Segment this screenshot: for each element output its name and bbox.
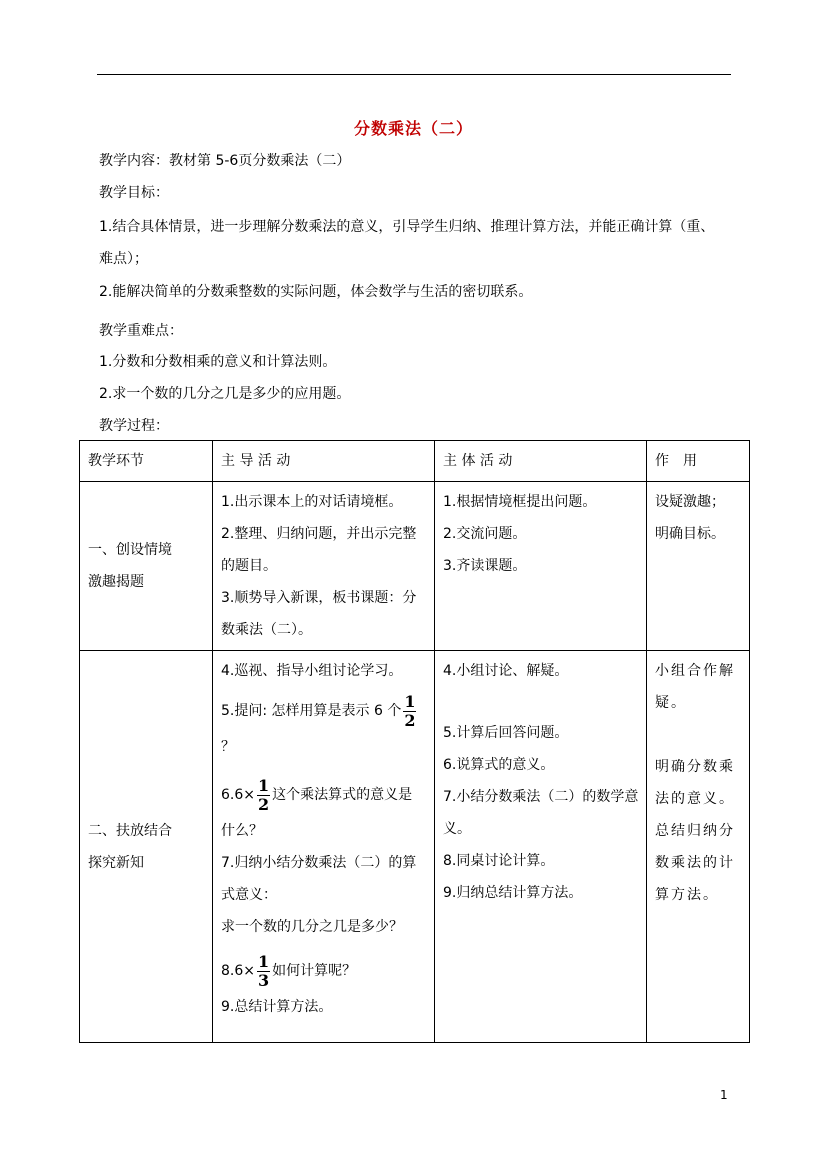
subject-item: 2.交流问题。	[443, 526, 527, 542]
fraction-one-half: $\frac{1}{2}$	[258, 775, 270, 814]
lead-item: 1.出示课本上的对话请境框。	[221, 494, 403, 510]
goal-1-line-a: 1.结合具体情景，进一步理解分数乘法的意义，引导学生归纳、推理计算方法，并能正确计算（重、	[99, 219, 715, 235]
lead-6-text: 6.6×	[221, 787, 255, 803]
subject-item: 义。	[443, 821, 471, 837]
fraction-one-third: $\frac{1}{3}$	[258, 951, 270, 990]
subject-item: 8.同桌讨论计算。	[443, 853, 555, 869]
role-item: 明确分数乘	[655, 759, 735, 775]
subject-item: 9.归纳总结计算方法。	[443, 885, 583, 901]
lead-item: 8.6× $\frac{1}{3}$ 如何计算呢？	[221, 951, 357, 990]
header-lead-activity: 主 导 活 动	[213, 441, 435, 482]
lead-item: 7.归纳小结分数乘法（二）的算	[221, 855, 417, 871]
lead-item: 6.6× $\frac{1}{2}$ 这个乘法算式的意义是	[221, 775, 413, 814]
key-point-2: 2.求一个数的几分之几是多少的应用题。	[99, 386, 351, 402]
lead-item: 式意义：	[221, 887, 277, 903]
lead-item: 9.总结计算方法。	[221, 999, 333, 1015]
fraction-one-half: $\frac{1}{2}$	[404, 691, 416, 730]
role-cell	[647, 651, 750, 1043]
page-number: 1	[720, 1088, 728, 1102]
key-points-label: 教学重难点：	[99, 323, 183, 339]
key-point-1: 1.分数和分数相乘的意义和计算法则。	[99, 354, 337, 370]
role-item: 设疑激趣；	[655, 494, 725, 510]
subject-activity-cell	[435, 482, 647, 651]
lead-item: 5.提问: 怎样用算是表示 6 个 $\frac{1}{2}$ ？	[221, 691, 416, 755]
lead-item: 什么？	[221, 823, 263, 839]
stage-line: 探究新知	[88, 854, 144, 871]
header-role: 作 用	[647, 441, 750, 482]
subject-item: 1.根据情境框提出问题。	[443, 494, 597, 510]
lead-item: 2.整理、归纳问题，并出示完整	[221, 526, 417, 542]
page-title: 分数乘法（二）	[353, 119, 473, 138]
subject-item: 5.计算后回答问题。	[443, 725, 569, 741]
role-item: 算方法。	[655, 887, 719, 903]
lead-item: 3.顺势导入新课，板书课题：分	[221, 590, 417, 606]
teaching-content: 教学内容：教材第 5-6页分数乘法（二）	[99, 153, 351, 169]
role-cell	[647, 482, 750, 651]
goals-label: 教学目标：	[99, 185, 169, 201]
lead-item: 的题目。	[221, 558, 277, 574]
role-item: 疑。	[655, 695, 687, 711]
stage-line: 二、扶放结合	[88, 822, 172, 839]
role-item: 明确目标。	[655, 526, 725, 542]
goal-2: 2.能解决简单的分数乘整数的实际问题，体会数学与生活的密切联系。	[99, 284, 533, 300]
table-row	[80, 482, 750, 651]
role-item: 总结归纳分	[655, 823, 735, 839]
header-rule	[97, 74, 731, 75]
subject-item: 4.小组讨论、解疑。	[443, 663, 569, 679]
lead-item: 4.巡视、指导小组讨论学习。	[221, 663, 403, 679]
lead-activity-cell	[213, 651, 435, 1043]
goal-1-line-b: 难点）；	[99, 251, 148, 267]
header-subject-activity: 主 体 活 动	[435, 441, 647, 482]
lead-5-text: 5.提问: 怎样用算是表示 6 个	[221, 703, 402, 719]
role-item: 法的意义。	[655, 791, 735, 807]
lead-8-text: 8.6×	[221, 963, 255, 979]
process-label: 教学过程：	[99, 418, 169, 434]
stage-cell	[80, 482, 213, 651]
teaching-process-table	[79, 440, 750, 1043]
subject-item: 3.齐读课题。	[443, 558, 527, 574]
subject-item: 7.小结分数乘法（二）的数学意	[443, 789, 639, 805]
lead-item: 求一个数的几分之几是多少？	[221, 919, 403, 935]
subject-item: 6.说算式的意义。	[443, 757, 555, 773]
role-item: 小组合作解	[655, 663, 735, 679]
lead-activity-cell	[213, 482, 435, 651]
subject-activity-cell	[435, 651, 647, 1043]
role-item: 数乘法的计	[655, 855, 735, 871]
table-header-row	[80, 441, 750, 482]
header-stage: 教学环节	[80, 441, 213, 482]
stage-line: 激趣揭题	[88, 574, 144, 590]
stage-cell	[80, 651, 213, 1043]
table-row	[80, 651, 750, 1043]
lead-item: 数乘法（二）。	[221, 622, 312, 638]
stage-line: 一、创设情境	[88, 542, 172, 558]
